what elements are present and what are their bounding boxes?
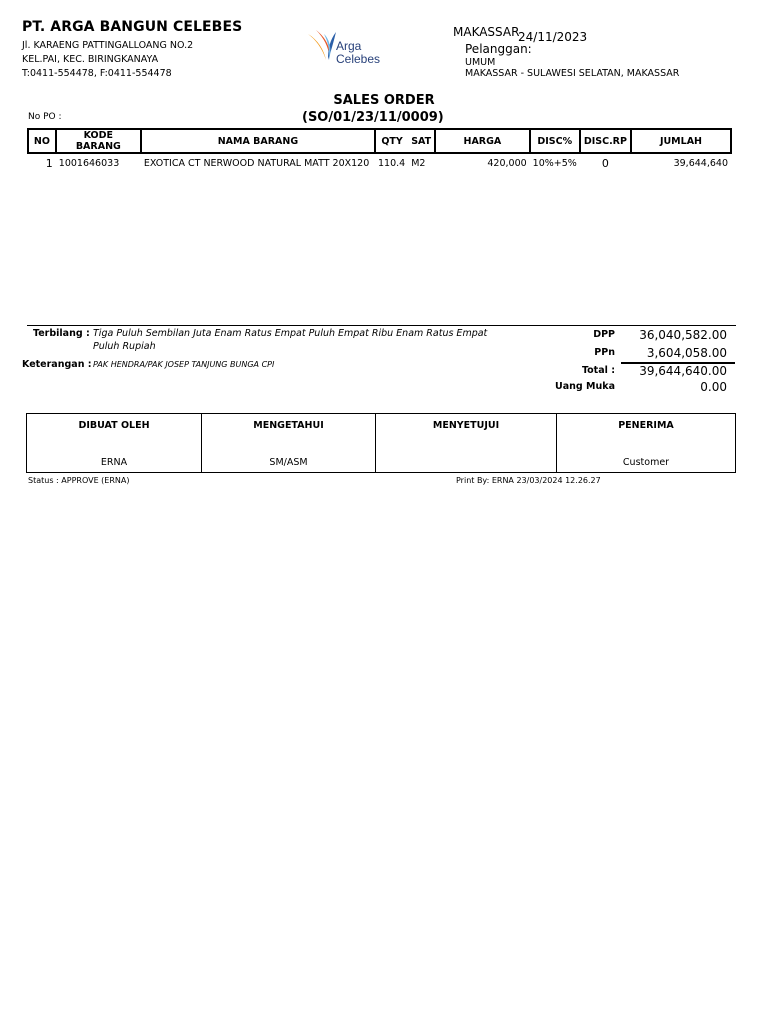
company-phone: T:0411-554478, F:0411-554478	[22, 68, 172, 79]
logo-text-celebes: Celebes	[336, 52, 381, 66]
col-header-qty: QTY	[375, 129, 408, 153]
cell-disc-rp: 0	[601, 156, 609, 170]
cell-no: 1	[45, 156, 53, 170]
signature-table	[26, 413, 736, 473]
order-date: 24/11/2023	[518, 30, 588, 44]
approval-status: Status : APPROVE (ERNA)	[28, 476, 130, 485]
col-header-no: NO	[28, 129, 56, 153]
summary-divider	[27, 325, 736, 326]
terbilang-line1: Tiga Puluh Sembilan Juta Enam Ratus Empat Puluh Empat Ribu Enam Ratus Empat	[93, 328, 488, 339]
keterangan-value: PAK HENDRA/PAK JOSEP TANJUNG BUNGA CPI	[93, 360, 275, 369]
customer-label: Pelanggan:	[465, 42, 532, 56]
cell-price: 420,000	[487, 157, 527, 169]
company-address-line1: Jl. KARAENG PATTINGALLOANG NO.2	[22, 40, 194, 51]
col-header-code: KODE BARANG	[56, 129, 141, 153]
signature-box-created-by	[27, 414, 202, 473]
document-title: SALES ORDER	[333, 93, 435, 108]
print-info: Print By: ERNA 23/03/2024 12.26.27	[456, 476, 601, 485]
cell-qty: 110.4	[377, 157, 406, 169]
ppn-label: PPn	[594, 347, 615, 358]
signature-name: Customer	[622, 457, 670, 468]
terbilang-line2: Puluh Rupiah	[93, 341, 156, 352]
customer-address: MAKASSAR - SULAWESI SELATAN, MAKASSAR	[465, 68, 680, 79]
dpp-label: DPP	[593, 329, 615, 340]
signature-box-receiver	[557, 414, 736, 473]
po-label: No PO :	[28, 112, 62, 122]
col-header-price: HARGA	[435, 129, 530, 153]
total-value: 39,644,640.00	[639, 364, 727, 378]
signature-name: ERNA	[100, 457, 128, 468]
terbilang-label: Terbilang :	[33, 328, 90, 339]
logo-text-arga: Arga	[336, 39, 362, 53]
signature-box-acknowledged	[202, 414, 376, 473]
signature-title: PENERIMA	[618, 420, 674, 431]
keterangan-label: Keterangan :	[22, 359, 92, 370]
cell-disc-pct: 10%+5%	[532, 157, 577, 169]
col-header-disc-rp: DISC.RP	[580, 129, 631, 153]
city: MAKASSAR	[453, 25, 520, 39]
company-name: PT. ARGA BANGUN CELEBES	[22, 19, 243, 35]
company-logo	[306, 28, 392, 72]
logo-mark-icon	[306, 28, 340, 64]
signature-title: MENGETAHUI	[253, 420, 324, 431]
document-number: (SO/01/23/11/0009)	[302, 110, 444, 125]
signature-title: MENYETUJUI	[432, 420, 500, 431]
col-header-name: NAMA BARANG	[141, 129, 375, 153]
items-table	[27, 128, 732, 172]
dpp-value: 36,040,582.00	[639, 328, 727, 342]
col-header-unit: SAT	[408, 129, 435, 153]
total-label: Total :	[581, 365, 615, 376]
company-address-line2: KEL.PAI, KEC. BIRINGKANAYA	[22, 54, 159, 65]
cell-name: EXOTICA CT NERWOOD NATURAL MATT 20X120	[143, 157, 370, 169]
col-header-disc-pct: DISC%	[530, 129, 580, 153]
col-header-total: JUMLAH	[631, 129, 731, 153]
customer-name: UMUM	[465, 57, 496, 68]
down-payment-label: Uang Muka	[555, 381, 615, 392]
down-payment-value: 0.00	[700, 380, 727, 394]
signature-name: SM/ASM	[269, 457, 308, 468]
cell-total: 39,644,640	[673, 157, 728, 169]
cell-unit: M2	[411, 157, 426, 169]
table-row	[28, 153, 731, 172]
cell-code: 1001646033	[58, 157, 120, 169]
table-header-row	[28, 129, 731, 153]
signature-title: DIBUAT OLEH	[78, 420, 150, 431]
ppn-value: 3,604,058.00	[646, 346, 727, 360]
signature-box-approved	[376, 414, 557, 473]
